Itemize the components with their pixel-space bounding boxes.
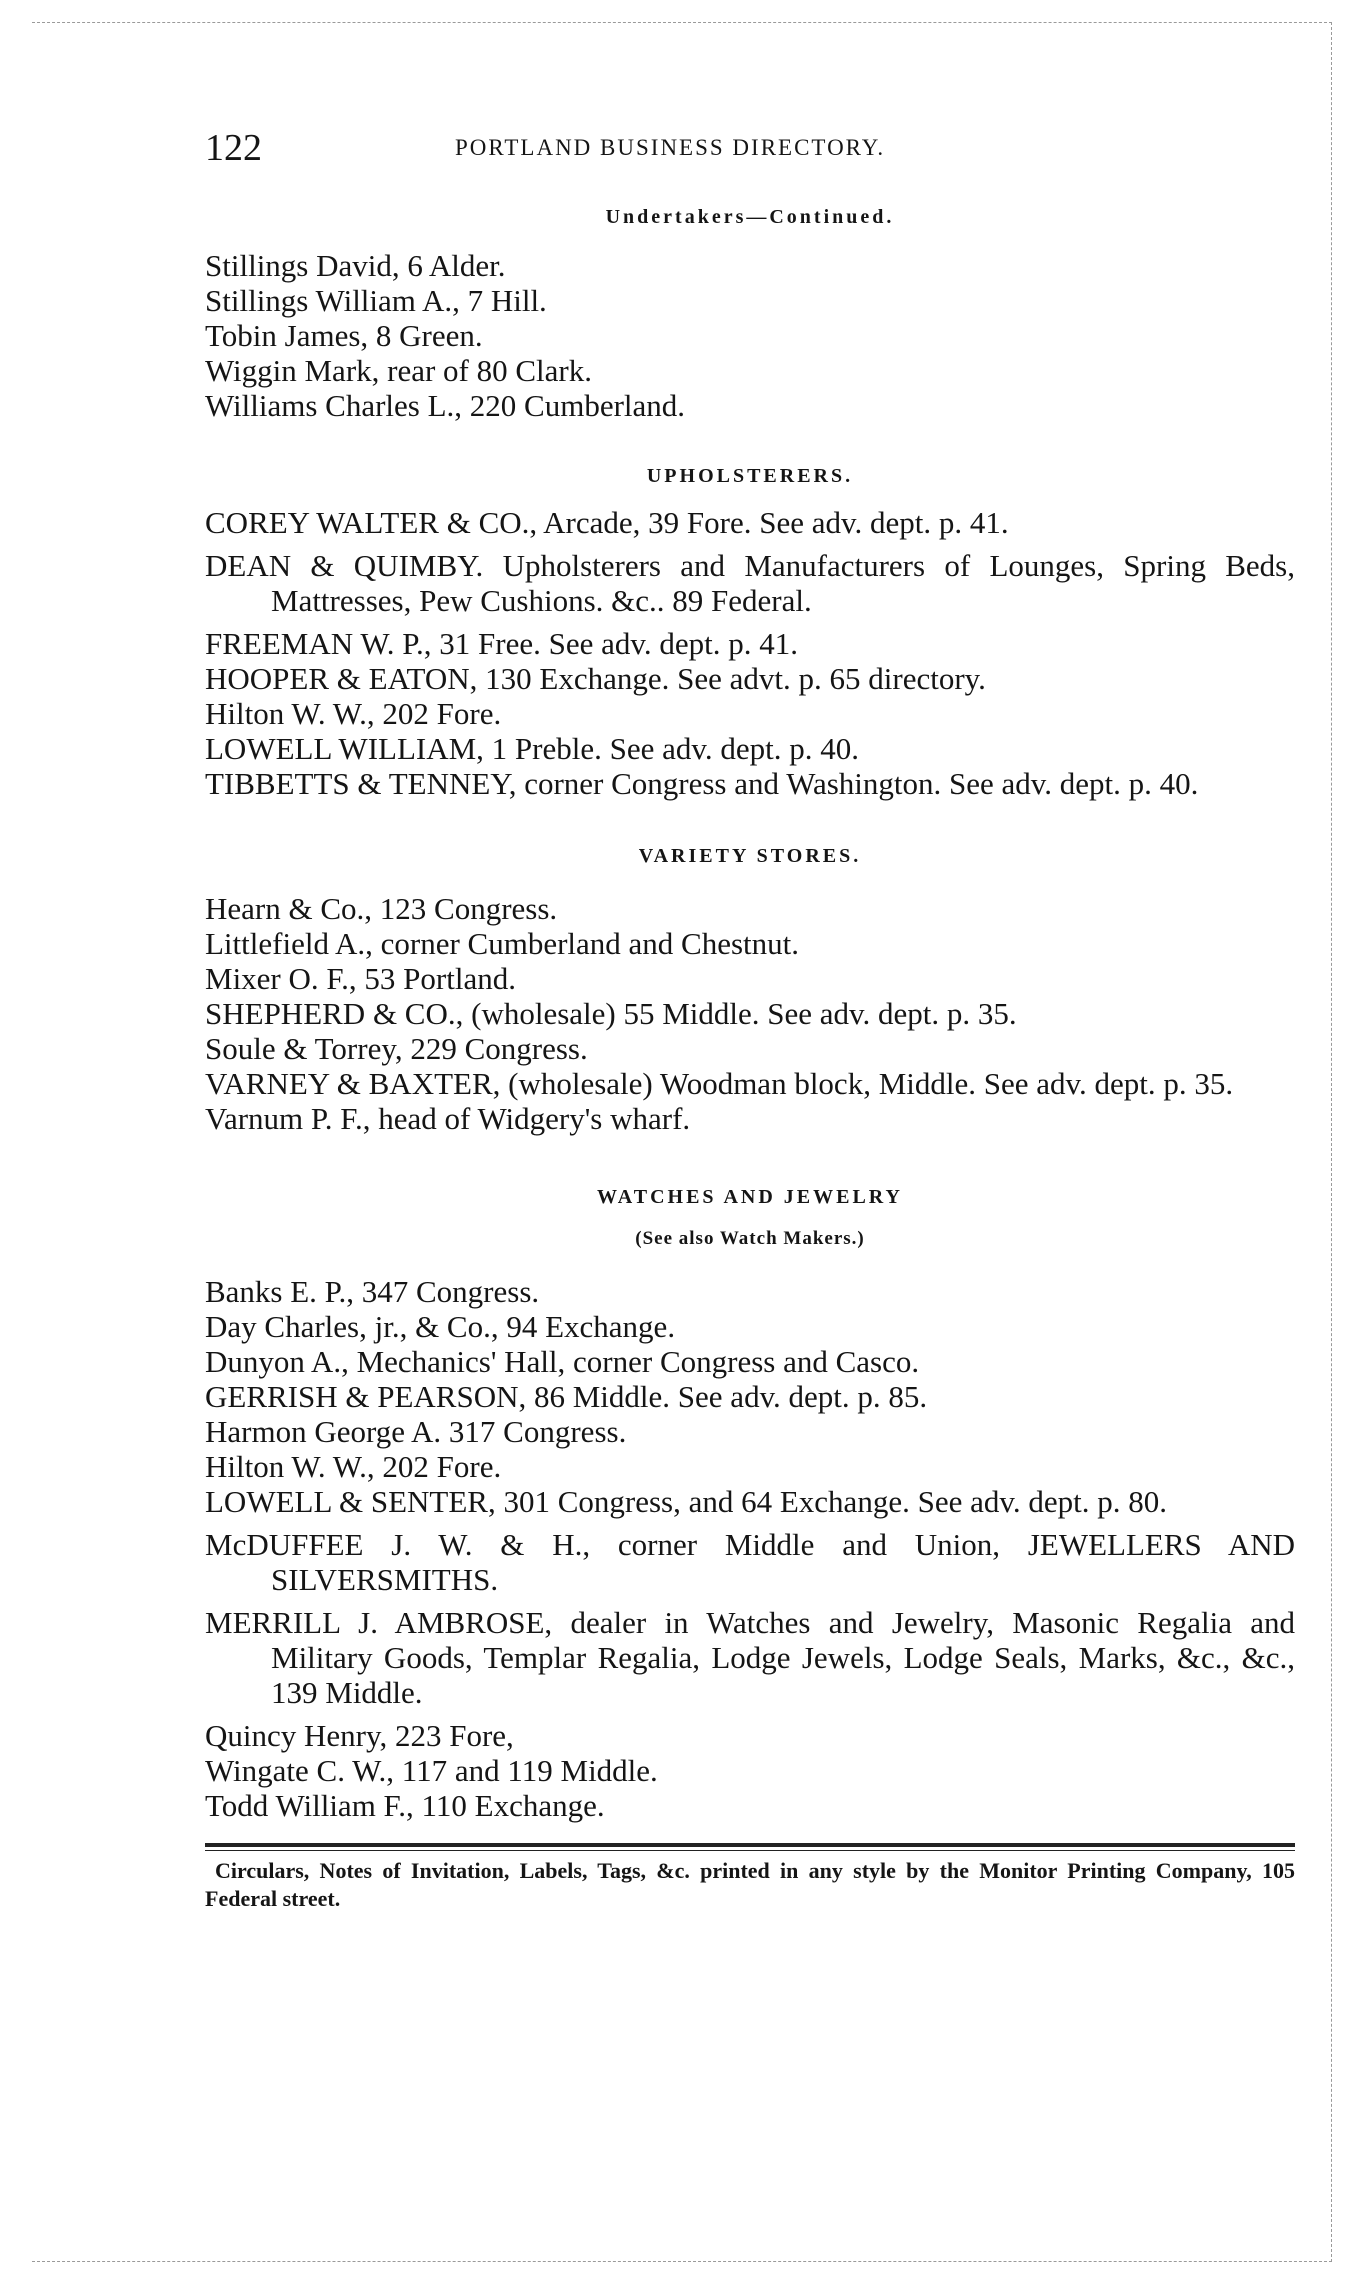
- list-item: DEAN & QUIMBY. Upholsterers and Manufacturers of Lounges, Spring Beds, Mattresses, Pew Cushions. &c.. 89 Federal.: [205, 548, 1295, 618]
- list-item: LOWELL & SENTER, 301 Congress, and 64 Exchange. See adv. dept. p. 80.: [205, 1484, 1167, 1519]
- list-item: Banks E. P., 347 Congress.: [205, 1274, 540, 1309]
- footer-rule: [205, 1843, 1295, 1847]
- list-item: Soule & Torrey, 229 Congress.: [205, 1031, 588, 1066]
- list-item: Williams Charles L., 220 Cumberland.: [205, 388, 686, 423]
- list-item: Hilton W. W., 202 Fore.: [205, 696, 502, 731]
- list-item: Varnum P. F., head of Widgery's wharf.: [205, 1101, 691, 1136]
- list-item: COREY WALTER & CO., Arcade, 39 Fore. See adv. dept. p. 41.: [205, 505, 1009, 540]
- section-undertakers: [205, 202, 1295, 423]
- section-heading: WATCHES AND JEWELRY: [597, 1186, 903, 1208]
- list-item: McDUFFEE J. W. & H., corner Middle and Union, JEWELLERS AND SILVERSMITHS.: [205, 1527, 1295, 1597]
- list-item: Mixer O. F., 53 Portland.: [205, 961, 516, 996]
- list-item: SHEPHERD & CO., (wholesale) 55 Middle. See adv. dept. p. 35.: [205, 996, 1017, 1031]
- page-number: 122: [205, 127, 262, 169]
- list-item: Stillings David, 6 Alder.: [205, 248, 506, 283]
- printer-notice: Circulars, Notes of Invitation, Labels, Tags, &c. printed in any style by the Monitor Printing Company, 105 Federal street.: [205, 1858, 1295, 1911]
- section-subheading: (See also Watch Makers.): [635, 1228, 865, 1249]
- list-item: Dunyon A., Mechanics' Hall, corner Congress and Casco.: [205, 1344, 920, 1379]
- list-item: Littlefield A., corner Cumberland and Chestnut.: [205, 926, 800, 961]
- running-title: PORTLAND BUSINESS DIRECTORY.: [455, 135, 886, 160]
- list-item: GERRISH & PEARSON, 86 Middle. See adv. dept. p. 85.: [205, 1379, 928, 1414]
- section-variety-stores: [205, 841, 1295, 1136]
- list-item: Hearn & Co., 123 Congress.: [205, 891, 558, 926]
- section-upholsterers: [205, 461, 1295, 801]
- directory-page: [205, 118, 1295, 1913]
- list-item: LOWELL WILLIAM, 1 Preble. See adv. dept. p. 40.: [205, 731, 859, 766]
- list-item: Hilton W. W., 202 Fore.: [205, 1449, 502, 1484]
- section-watches-jewelry: [205, 1182, 1295, 1823]
- list-item: Harmon George A. 317 Congress.: [205, 1414, 627, 1449]
- section-heading: Undertakers—Continued.: [605, 206, 895, 228]
- list-item: Stillings William A., 7 Hill.: [205, 283, 547, 318]
- list-item: Tobin James, 8 Green.: [205, 318, 483, 353]
- list-item: HOOPER & EATON, 130 Exchange. See advt. p. 65 directory.: [205, 661, 986, 696]
- list-item: Day Charles, jr., & Co., 94 Exchange.: [205, 1309, 676, 1344]
- list-item: Wiggin Mark, rear of 80 Clark.: [205, 353, 593, 388]
- list-item: FREEMAN W. P., 31 Free. See adv. dept. p. 41.: [205, 626, 798, 661]
- list-item: Todd William F., 110 Exchange.: [205, 1788, 605, 1823]
- list-item: MERRILL J. AMBROSE, dealer in Watches and Jewelry, Masonic Regalia and Military Goods, Templar Regalia, Lodge Jewels, Lodge Seals, Marks, &c., &c., 139 Middle.: [205, 1605, 1295, 1710]
- section-heading: VARIETY STORES.: [638, 845, 862, 867]
- list-item: Quincy Henry, 223 Fore,: [205, 1718, 514, 1753]
- section-heading: UPHOLSTERERS.: [646, 465, 854, 487]
- list-item: TIBBETTS & TENNEY, corner Congress and Washington. See adv. dept. p. 40.: [205, 766, 1199, 801]
- running-head: [205, 118, 1295, 178]
- list-item: Wingate C. W., 117 and 119 Middle.: [205, 1753, 658, 1788]
- list-item: VARNEY & BAXTER, (wholesale) Woodman block, Middle. See adv. dept. p. 35.: [205, 1066, 1234, 1101]
